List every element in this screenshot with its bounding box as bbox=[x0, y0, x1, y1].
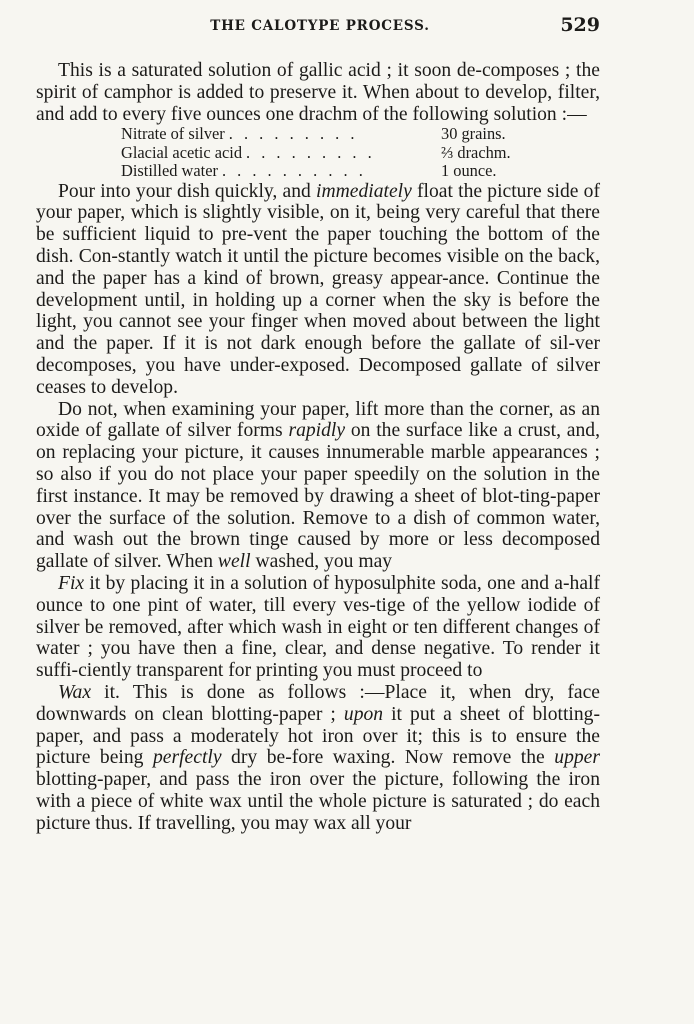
fix-paragraph bbox=[36, 573, 600, 682]
leader-dots: . . . . . . . . . bbox=[228, 125, 358, 144]
leader-dots: . . . . . . . . . bbox=[246, 143, 376, 162]
emphasis: Fix bbox=[58, 572, 85, 594]
emphasis: rapidly bbox=[288, 420, 346, 442]
text-run: blotting-paper, and pass the iron over the picture, following the iron with a piece of white wax until the whole picture is saturated ; do each picture thus. If travelling, you may wax all your bbox=[36, 769, 600, 834]
text-run: it put a sheet of blotting-paper, and pass a moderately hot iron over it; this is to ensure the picture being bbox=[36, 703, 600, 769]
emphasis: immediately bbox=[316, 180, 412, 202]
page-number: 529 bbox=[560, 14, 600, 36]
text-run: it. This is done as follows :—Place it, when dry, face downwards on clean blotting-paper ; bbox=[36, 681, 600, 725]
text-run: it by placing it in a solution of hyposulphite soda, one and a-half ounce to one pint of water, till every ves-tige of the yellow iodide of silver be removed, after which wash in eight or ten different changes of water ; you have then a fine, clear, and dense negative. To render it suffi-ciently transparent for printing you must proceed to bbox=[36, 572, 600, 682]
emphasis: upon bbox=[343, 703, 384, 725]
recipe-row bbox=[121, 144, 521, 162]
text-run: dry be-fore waxing. Now remove the bbox=[221, 747, 555, 769]
recipe-ingredient: Glacial acetic acid bbox=[121, 142, 243, 162]
solution-recipe bbox=[121, 125, 521, 180]
recipe-row bbox=[121, 125, 521, 143]
pour-paragraph bbox=[36, 181, 600, 399]
page-header bbox=[40, 14, 600, 42]
running-title: THE CALOTYPE PROCESS. bbox=[210, 18, 430, 34]
do-not-paragraph bbox=[36, 399, 600, 573]
emphasis: well bbox=[217, 551, 251, 573]
text-run: washed, you may bbox=[250, 551, 393, 573]
emphasis: Wax bbox=[58, 681, 92, 703]
recipe-row bbox=[121, 162, 521, 180]
intro-paragraph: This is a saturated solution of gallic acid ; it soon de-composes ; the spirit of camphor is added to preserve it. When about to develop, filter, and add to every five ounces one drachm of the following solution :— bbox=[36, 60, 600, 125]
emphasis: upper bbox=[554, 747, 600, 769]
leader-dots: . . . . . . . . . . bbox=[221, 162, 367, 181]
text-run: Pour into your dish quickly, and bbox=[58, 180, 317, 202]
recipe-ingredient: Distilled water bbox=[121, 161, 218, 181]
text-run: Do not, when examining your paper, lift more than the corner, as an oxide of gallate of silver forms bbox=[36, 398, 600, 442]
recipe-quantity: ⅔ drachm. bbox=[441, 142, 511, 162]
text-run: on the surface like a crust, and, on replacing your picture, it causes innumerable marble appearances ; so also if you do not place your paper speedily on the solution in the first instance. It may be removed by drawing a sheet of blot-ting-paper over the surface of the solution. Remove to a dish of common water, and wash out the brown tinge caused by more or less decomposed gallate of silver. When bbox=[36, 420, 600, 573]
emphasis: perfectly bbox=[152, 747, 222, 769]
recipe-ingredient: Nitrate of silver bbox=[121, 124, 225, 144]
text-run: float the picture side of your paper, which is slightly visible, on it, being very careful that there be sufficient liquid to pre-vent the paper touching the bottom of the dish. Con-stantly watch it until the picture becomes visible on the back, and the paper has a kind of brown, greasy appear-ance. Continue the development until, in holding up a corner when the sky is before the light, you cannot see your finger when moved about between the light and the paper. If it is not dark enough before the gallate of sil-ver decomposes, you have under-exposed. Decomposed gallate of silver ceases to develop. bbox=[36, 180, 601, 398]
recipe-quantity: 1 ounce. bbox=[441, 161, 497, 181]
wax-paragraph bbox=[36, 682, 600, 835]
recipe-quantity: 30 grains. bbox=[441, 124, 506, 144]
page-body bbox=[36, 60, 600, 835]
